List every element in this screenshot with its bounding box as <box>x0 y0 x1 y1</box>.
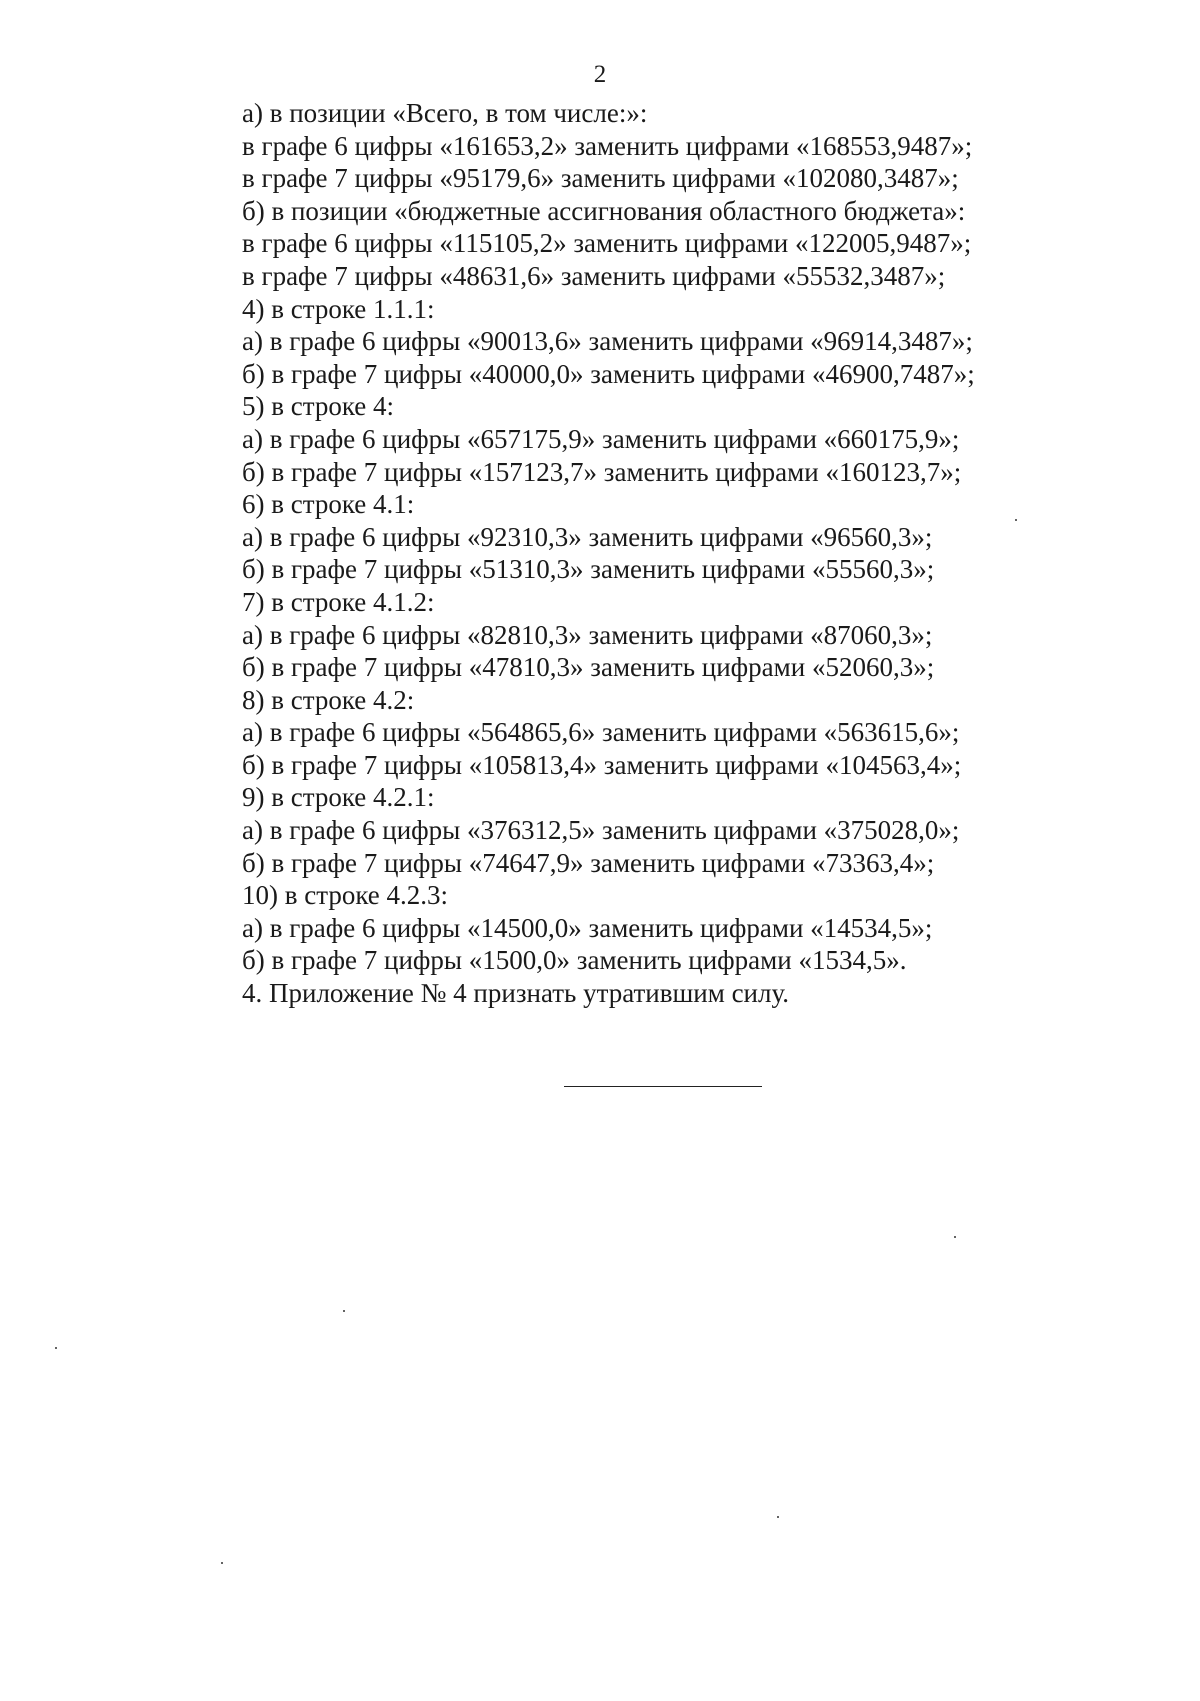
text-line: 4) в строке 1.1.1: <box>242 293 435 324</box>
text-line: 10) в строке 4.2.3: <box>242 880 449 911</box>
text-line: б) в графе 7 цифры «157123,7» заменить цифрами «160123,7»; <box>242 456 962 487</box>
scan-speck <box>343 1310 345 1312</box>
text-line: а) в графе 6 цифры «82810,3» заменить цифрами «87060,3»; <box>242 619 933 650</box>
scan-speck <box>954 1236 956 1238</box>
text-line: в графе 6 цифры «115105,2» заменить цифрами «122005,9487»; <box>242 228 972 259</box>
document-body <box>242 97 1142 1010</box>
text-line: в графе 7 цифры «48631,6» заменить цифрами «55532,3487»; <box>242 260 946 291</box>
text-line: 4. Приложение № 4 признать утратившим силу. <box>242 978 790 1009</box>
text-line: б) в графе 7 цифры «105813,4» заменить цифрами «104563,4»; <box>242 749 962 780</box>
text-line: а) в позиции «Всего, в том числе:»: <box>242 98 648 128</box>
text-line: в графе 6 цифры «161653,2» заменить цифрами «168553,9487»; <box>242 130 973 161</box>
text-line: 7) в строке 4.1.2: <box>242 586 435 617</box>
closing-separator-line <box>564 1086 762 1087</box>
scan-speck <box>1015 519 1017 521</box>
text-line: б) в графе 7 цифры «51310,3» заменить цифрами «55560,3»; <box>242 554 935 585</box>
text-line: б) в графе 7 цифры «74647,9» заменить цифрами «73363,4»; <box>242 847 935 878</box>
text-line: б) в графе 7 цифры «47810,3» заменить цифрами «52060,3»; <box>242 652 935 683</box>
scan-speck <box>777 1516 779 1518</box>
text-line: б) в позиции «бюджетные ассигнования областного бюджета»: <box>242 195 966 226</box>
text-line: 9) в строке 4.2.1: <box>242 782 435 813</box>
page-number: 2 <box>593 61 607 88</box>
text-line: а) в графе 6 цифры «14500,0» заменить цифрами «14534,5»; <box>242 912 933 943</box>
scan-speck <box>55 1347 57 1349</box>
text-line: а) в графе 6 цифры «90013,6» заменить цифрами «96914,3487»; <box>242 326 973 357</box>
text-line: б) в графе 7 цифры «40000,0» заменить цифрами «46900,7487»; <box>242 358 975 389</box>
text-line: в графе 7 цифры «95179,6» заменить цифрами «102080,3487»; <box>242 163 959 194</box>
text-line: а) в графе 6 цифры «376312,5» заменить цифрами «375028,0»; <box>242 815 960 846</box>
scan-speck <box>221 1562 223 1564</box>
text-line: а) в графе 6 цифры «657175,9» заменить цифрами «660175,9»; <box>242 423 960 454</box>
text-line: 8) в строке 4.2: <box>242 684 415 715</box>
text-line: 6) в строке 4.1: <box>242 489 415 520</box>
text-line: а) в графе 6 цифры «564865,6» заменить цифрами «563615,6»; <box>242 717 960 748</box>
text-line: б) в графе 7 цифры «1500,0» заменить цифрами «1534,5». <box>242 945 907 976</box>
text-line: а) в графе 6 цифры «92310,3» заменить цифрами «96560,3»; <box>242 521 933 552</box>
text-line: 5) в строке 4: <box>242 391 395 422</box>
